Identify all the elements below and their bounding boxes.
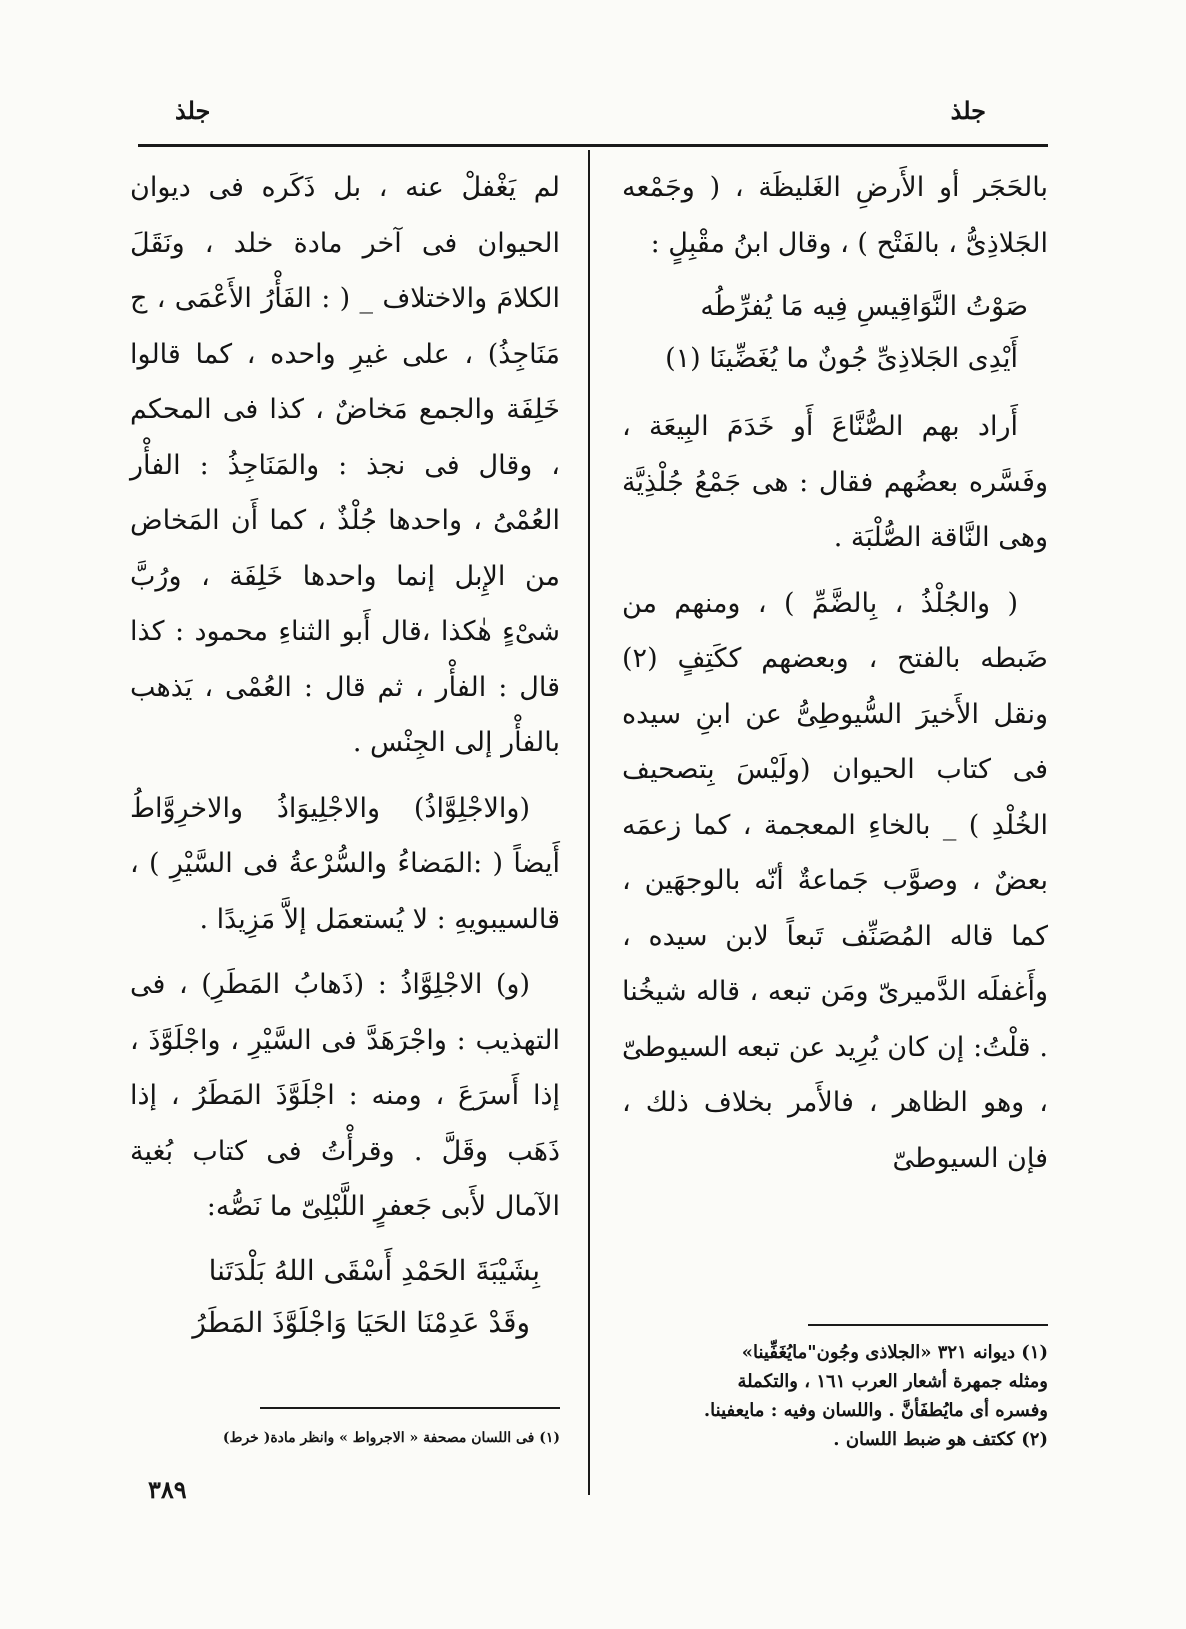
footnote-left-1: (١) فى اللسان مصحفة « الاجرواط » وانظر مادة( خرط) xyxy=(222,1430,560,1446)
footnotes-left xyxy=(130,1424,560,1453)
right-paragraph-2: أَراد بهم الصُّنَّاعَ أَو خَدَمَ البِيعَة ، وفَسَّره بعضُهم فقال : هى جَمْعُ جُلْذِيَّة وهى النَّاقة الصُّلْبَة . xyxy=(622,411,1048,553)
column-divider xyxy=(588,150,590,1495)
footnote-rule-right xyxy=(808,1324,1048,1326)
left-paragraph-3: (و) الاجْلِوَّاذُ : (ذَهابُ المَطَرِ) ، فى التهذيب : واجْرَهَدَّ فى السَّيْرِ ، واجْلَوَّذَ ، إذا أَسرَعَ ، ومنه : اجْلَوَّذَ المَطَرُ ، إذا ذَهَب وقَلَّ . وقرأْتُ فى كتاب بُغية الآمال لأَبى جَعفرٍ اللَّبْلِىّ ما نَصُّه: xyxy=(130,969,560,1222)
running-head-right: جلذ xyxy=(950,96,986,125)
left-verse-line-2: وقَدْ عَدِمْنَا الحَيَا وَاجْلَوَّذَ المَطَرُ xyxy=(192,1305,530,1339)
footnote-rule-left xyxy=(260,1407,560,1409)
footnote-2: (٢) ككتف هو ضبط اللسان . xyxy=(833,1429,1048,1450)
header-rule xyxy=(138,144,1048,147)
right-paragraph-3: ( والجُلْذُ ، بِالضَّمِّ ) ، ومنهم من ضَبطه بالفتح ، وبعضهم ككَتِفٍ (٢) ونقل الأَخيرَ السُّيوطِىُّ عن ابنِ سيده فى كتاب الحيوان (ولَيْسَ بِتصحيف الخُلْدِ ) _ بالخاءِ المعجمة ، كما زعمَه بعضٌ ، وصوَّب جَماعةٌ أنّه بالوجهَين ، كما قاله المُصَنِّف تَبعاً لابن سيده ، وأَغفلَه الدَّميرىّ ومَن تبعه ، قاله شيخُنا . قلْتُ: إن كان يُرِيد عن تبعه السيوطىّ ، وهو الظاهر ، فالأَمر بخلاف ذلك ، فإن السيوطىّ xyxy=(622,587,1048,1174)
left-column xyxy=(130,160,560,1363)
footnotes-right xyxy=(622,1338,1048,1454)
left-verse-line-1: بِشَيْبَةَ الحَمْدِ أَسْقَى اللهُ بَلْدَتَنا xyxy=(208,1253,540,1287)
right-verse-line-1: صَوْتُ النَّوَاقِيسِ فِيه مَا يُفرِّطُه xyxy=(700,291,1028,322)
left-verse xyxy=(130,1245,560,1349)
footnote-1-line-3: وفسره أى مايُطفَأنَّ . واللسان وفيه : مايعفينا. xyxy=(703,1400,1048,1421)
footnote-1-line-1: (١) ديوانه ٣٢١ «الجلاذى وجُون"مايُغَفِّينا» xyxy=(741,1342,1048,1363)
right-verse xyxy=(622,281,1048,385)
page-number: ٣٨٩ xyxy=(148,1475,187,1504)
right-column xyxy=(622,160,1048,1196)
footnote-1-line-2: ومثله جمهرة أشعار العرب ١٦١ ، والتكملة xyxy=(737,1371,1048,1392)
right-paragraph-1: بالحَجَر أو الأَرضِ الغَليظَة ، ( وجَمْعه الجَلاذِىُّ ، بالفَتْح ) ، وقال ابنُ مقْبِلٍ : xyxy=(622,172,1048,259)
left-paragraph-1: لم يَغْفلْ عنه ، بل ذَكَره فى ديوان الحيوان فى آخر مادة خلد ، ونَقَلَ الكلامَ والاختلاف _ ( : الفَأْرُ الأَعْمَى ، ج مَنَاجِذُ) ، على غيرِ واحده ، كما قالوا خَلِفَة والجمع مَخاضٌ ، كذا فى المحكم ، وقال فى نجذ : والمَنَاجِذُ : الفأْر العُمْىُ ، واحدها جُلْذٌ ، كما أَن المَخاض من الإِبل إنما واحدها خَلِفَة ، ورُبَّ شىْءٍ هٰكذا ،قال أَبو الثناءِ محمود : كذا قال : الفأْر ، ثم قال : العُمْى ، يَذهب بالفأْر إلى الجِنْس . xyxy=(130,172,560,758)
running-head-left: جلذ xyxy=(175,96,211,125)
right-verse-line-2: أَيْدِى الجَلاذِىِّ جُونٌ ما يُغَضِّينَا (١) xyxy=(665,343,1018,374)
left-paragraph-2: (والاجْلِوَّاذُ) والاجْلِيوَاذُ والاخرِوَّاطُ أَيضاً ( :المَضاءُ والسُّرْعةُ فى السَّيْرِ ) ، قالسيبويهِ : لا يُستعمَل إلاَّ مَزِيدًا . xyxy=(130,792,560,935)
